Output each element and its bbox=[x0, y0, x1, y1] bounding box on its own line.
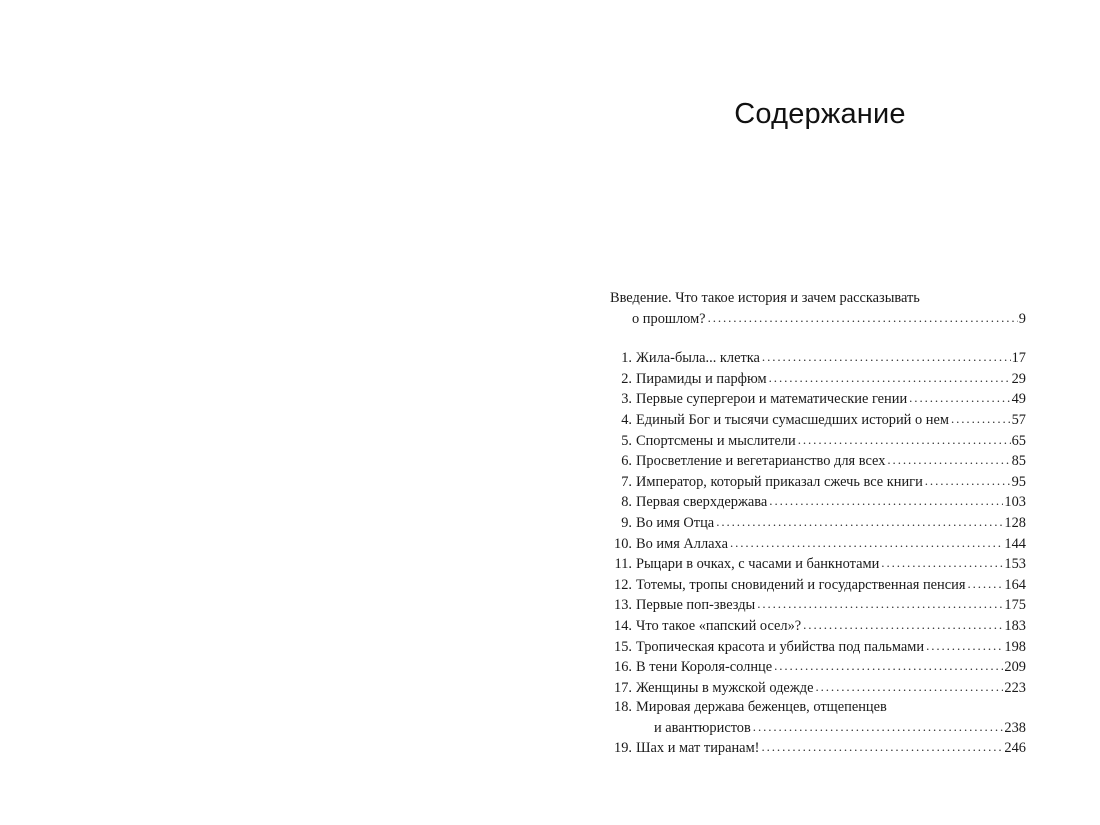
toc-entry-number: 11. bbox=[614, 556, 632, 573]
toc-page-number: 57 bbox=[1011, 411, 1026, 428]
toc-section-gap bbox=[610, 329, 1026, 348]
toc-page-number: 85 bbox=[1011, 453, 1026, 470]
toc-entry[interactable] bbox=[610, 472, 1026, 493]
toc-entry-number: 17. bbox=[614, 679, 632, 696]
toc-entry-number: 14. bbox=[614, 617, 632, 634]
toc-entry-line bbox=[610, 595, 1026, 616]
toc-entry-label: Шах и мат тиранам! bbox=[636, 740, 760, 757]
toc-entry-label: Жила-была... клетка bbox=[636, 350, 760, 367]
toc-entry[interactable] bbox=[610, 513, 1026, 534]
toc-entry-label: Тропическая красота и убийства под пальмами bbox=[636, 638, 925, 655]
toc-entry[interactable] bbox=[610, 451, 1026, 472]
toc-entry[interactable] bbox=[610, 678, 1026, 699]
toc-entry-label: Единый Бог и тысячи сумасшедших историй о нем bbox=[636, 411, 949, 428]
dot-leader bbox=[926, 636, 1003, 656]
toc-page-number: 164 bbox=[1004, 576, 1026, 593]
dot-leader bbox=[716, 512, 1003, 532]
toc-page-number: 153 bbox=[1004, 556, 1026, 573]
dot-leader bbox=[815, 677, 1003, 697]
toc-entry-line bbox=[610, 738, 1026, 759]
toc-entry[interactable] bbox=[610, 698, 1026, 738]
toc-entry[interactable] bbox=[610, 595, 1026, 616]
toc-entry[interactable] bbox=[610, 369, 1026, 390]
toc-entry-label: Во имя Аллаха bbox=[636, 535, 728, 552]
toc-entry-number: 6. bbox=[621, 453, 632, 470]
toc-entry-label: Первые супергерои и математические гении bbox=[636, 391, 908, 408]
toc-entry-continuation-line bbox=[610, 309, 1026, 330]
dot-leader bbox=[730, 533, 1003, 553]
toc-entry[interactable] bbox=[610, 657, 1026, 678]
toc-entry-line bbox=[610, 575, 1026, 596]
page-title: Содержание bbox=[734, 98, 906, 130]
dot-leader bbox=[909, 388, 1010, 408]
toc-entry-line bbox=[610, 492, 1026, 513]
toc-entry-label: Просветление и вегетарианство для всех bbox=[636, 453, 886, 470]
toc-page-number: 246 bbox=[1004, 740, 1026, 757]
toc-entry-label: и авантюристов bbox=[654, 719, 751, 736]
toc-entry[interactable] bbox=[610, 554, 1026, 575]
toc-entry-label: Пирамиды и парфюм bbox=[636, 370, 767, 387]
toc-entry-line bbox=[610, 389, 1026, 410]
toc-entry-line bbox=[610, 451, 1026, 472]
dot-leader bbox=[769, 491, 1003, 511]
toc-page-number: 49 bbox=[1011, 391, 1026, 408]
toc-entry[interactable] bbox=[610, 431, 1026, 452]
toc-entry-line bbox=[610, 657, 1026, 678]
toc-entry-label: Что такое «папский осел»? bbox=[636, 617, 802, 634]
toc-page-number: 238 bbox=[1004, 719, 1026, 736]
toc-entry-number: 16. bbox=[614, 659, 632, 676]
dot-leader bbox=[925, 471, 1011, 491]
toc-entry-continuation-line bbox=[610, 718, 1026, 739]
toc-entry[interactable] bbox=[610, 534, 1026, 555]
toc-entry[interactable] bbox=[610, 575, 1026, 596]
toc-entry-number: 1. bbox=[621, 350, 632, 367]
toc-entry-number: 10. bbox=[614, 535, 632, 552]
toc-entry[interactable] bbox=[610, 616, 1026, 637]
toc-entry-line bbox=[610, 410, 1026, 431]
toc-entry-line bbox=[610, 369, 1026, 390]
toc-entry-label: Первые поп-звезды bbox=[636, 597, 756, 614]
toc-entry-label: Мировая держава беженцев, отщепенцев bbox=[636, 699, 887, 716]
dot-leader bbox=[757, 594, 1003, 614]
toc-entry-label: Первая сверхдержава bbox=[636, 494, 768, 511]
toc-entry-number: 19. bbox=[614, 740, 632, 757]
toc-entry-line bbox=[610, 513, 1026, 534]
toc-entry-line bbox=[610, 348, 1026, 369]
dot-leader bbox=[951, 409, 1011, 429]
toc-entry-number: 8. bbox=[621, 494, 632, 511]
toc-entry-number: 9. bbox=[621, 514, 632, 531]
toc-page-number: 95 bbox=[1011, 473, 1026, 490]
toc-entry-number: 7. bbox=[621, 473, 632, 490]
toc-page-number: 144 bbox=[1004, 535, 1026, 552]
toc-entry[interactable] bbox=[610, 410, 1026, 431]
toc-entry-line bbox=[610, 554, 1026, 575]
toc-entry-line bbox=[610, 431, 1026, 452]
toc-entry-number: 3. bbox=[621, 391, 632, 408]
toc-entry-line bbox=[610, 534, 1026, 555]
dot-leader bbox=[881, 553, 1003, 573]
toc-entry-line bbox=[610, 472, 1026, 493]
dot-leader bbox=[803, 615, 1003, 635]
toc-entry-label: Рыцари в очках, с часами и банкнотами bbox=[636, 556, 880, 573]
toc-entry-number: 15. bbox=[614, 638, 632, 655]
toc-entry[interactable] bbox=[610, 389, 1026, 410]
toc-entry-introduction[interactable] bbox=[610, 289, 1026, 329]
toc-entry-number: 4. bbox=[621, 411, 632, 428]
toc-entry-label: Во имя Отца bbox=[636, 514, 715, 531]
toc-page-number: 9 bbox=[1018, 310, 1026, 327]
toc-entry-line bbox=[610, 616, 1026, 637]
toc-entry-line bbox=[610, 637, 1026, 658]
toc-page-number: 29 bbox=[1011, 370, 1026, 387]
table-of-contents bbox=[610, 289, 1026, 759]
toc-page-number: 175 bbox=[1004, 597, 1026, 614]
toc-entry-line bbox=[610, 289, 1026, 309]
toc-entry-number: 13. bbox=[614, 597, 632, 614]
dot-leader bbox=[753, 717, 1004, 737]
toc-entry-label: В тени Короля-солнце bbox=[636, 659, 773, 676]
toc-entry[interactable] bbox=[610, 348, 1026, 369]
toc-page-number: 223 bbox=[1004, 679, 1026, 696]
dot-leader bbox=[708, 308, 1018, 328]
toc-page-number: 65 bbox=[1011, 432, 1026, 449]
dot-leader bbox=[967, 574, 1003, 594]
toc-page-number: 17 bbox=[1011, 350, 1026, 367]
dot-leader bbox=[774, 656, 1003, 676]
dot-leader bbox=[762, 347, 1011, 367]
toc-entry-label: Император, который приказал сжечь все книги bbox=[636, 473, 923, 490]
toc-entry[interactable] bbox=[610, 637, 1026, 658]
toc-entry-label: Тотемы, тропы сновидений и государственная пенсия bbox=[636, 576, 966, 593]
dot-leader bbox=[769, 368, 1011, 388]
toc-entry-number: 12. bbox=[614, 576, 632, 593]
toc-entry-label: Женщины в мужской одежде bbox=[636, 679, 814, 696]
toc-page-number: 209 bbox=[1004, 659, 1026, 676]
toc-entry[interactable] bbox=[610, 492, 1026, 513]
toc-entry-label: Введение. Что такое история и зачем рассказывать bbox=[610, 290, 920, 306]
toc-entry-label: о прошлом? bbox=[632, 310, 706, 327]
toc-page-number: 128 bbox=[1004, 514, 1026, 531]
toc-entry-line bbox=[610, 698, 1026, 718]
toc-entry-number: 2. bbox=[621, 370, 632, 387]
toc-entry-number: 5. bbox=[621, 432, 632, 449]
dot-leader bbox=[887, 450, 1010, 470]
toc-page-number: 198 bbox=[1004, 638, 1026, 655]
toc-entry-line bbox=[610, 678, 1026, 699]
dot-leader bbox=[761, 737, 1003, 757]
toc-entry-list bbox=[610, 289, 1026, 759]
toc-page-number: 103 bbox=[1004, 494, 1026, 511]
toc-entry-label: Спортсмены и мыслители bbox=[636, 432, 796, 449]
toc-page-number: 183 bbox=[1004, 617, 1026, 634]
dot-leader bbox=[798, 430, 1011, 450]
toc-entry-number: 18. bbox=[614, 699, 632, 716]
toc-entry[interactable] bbox=[610, 738, 1026, 759]
